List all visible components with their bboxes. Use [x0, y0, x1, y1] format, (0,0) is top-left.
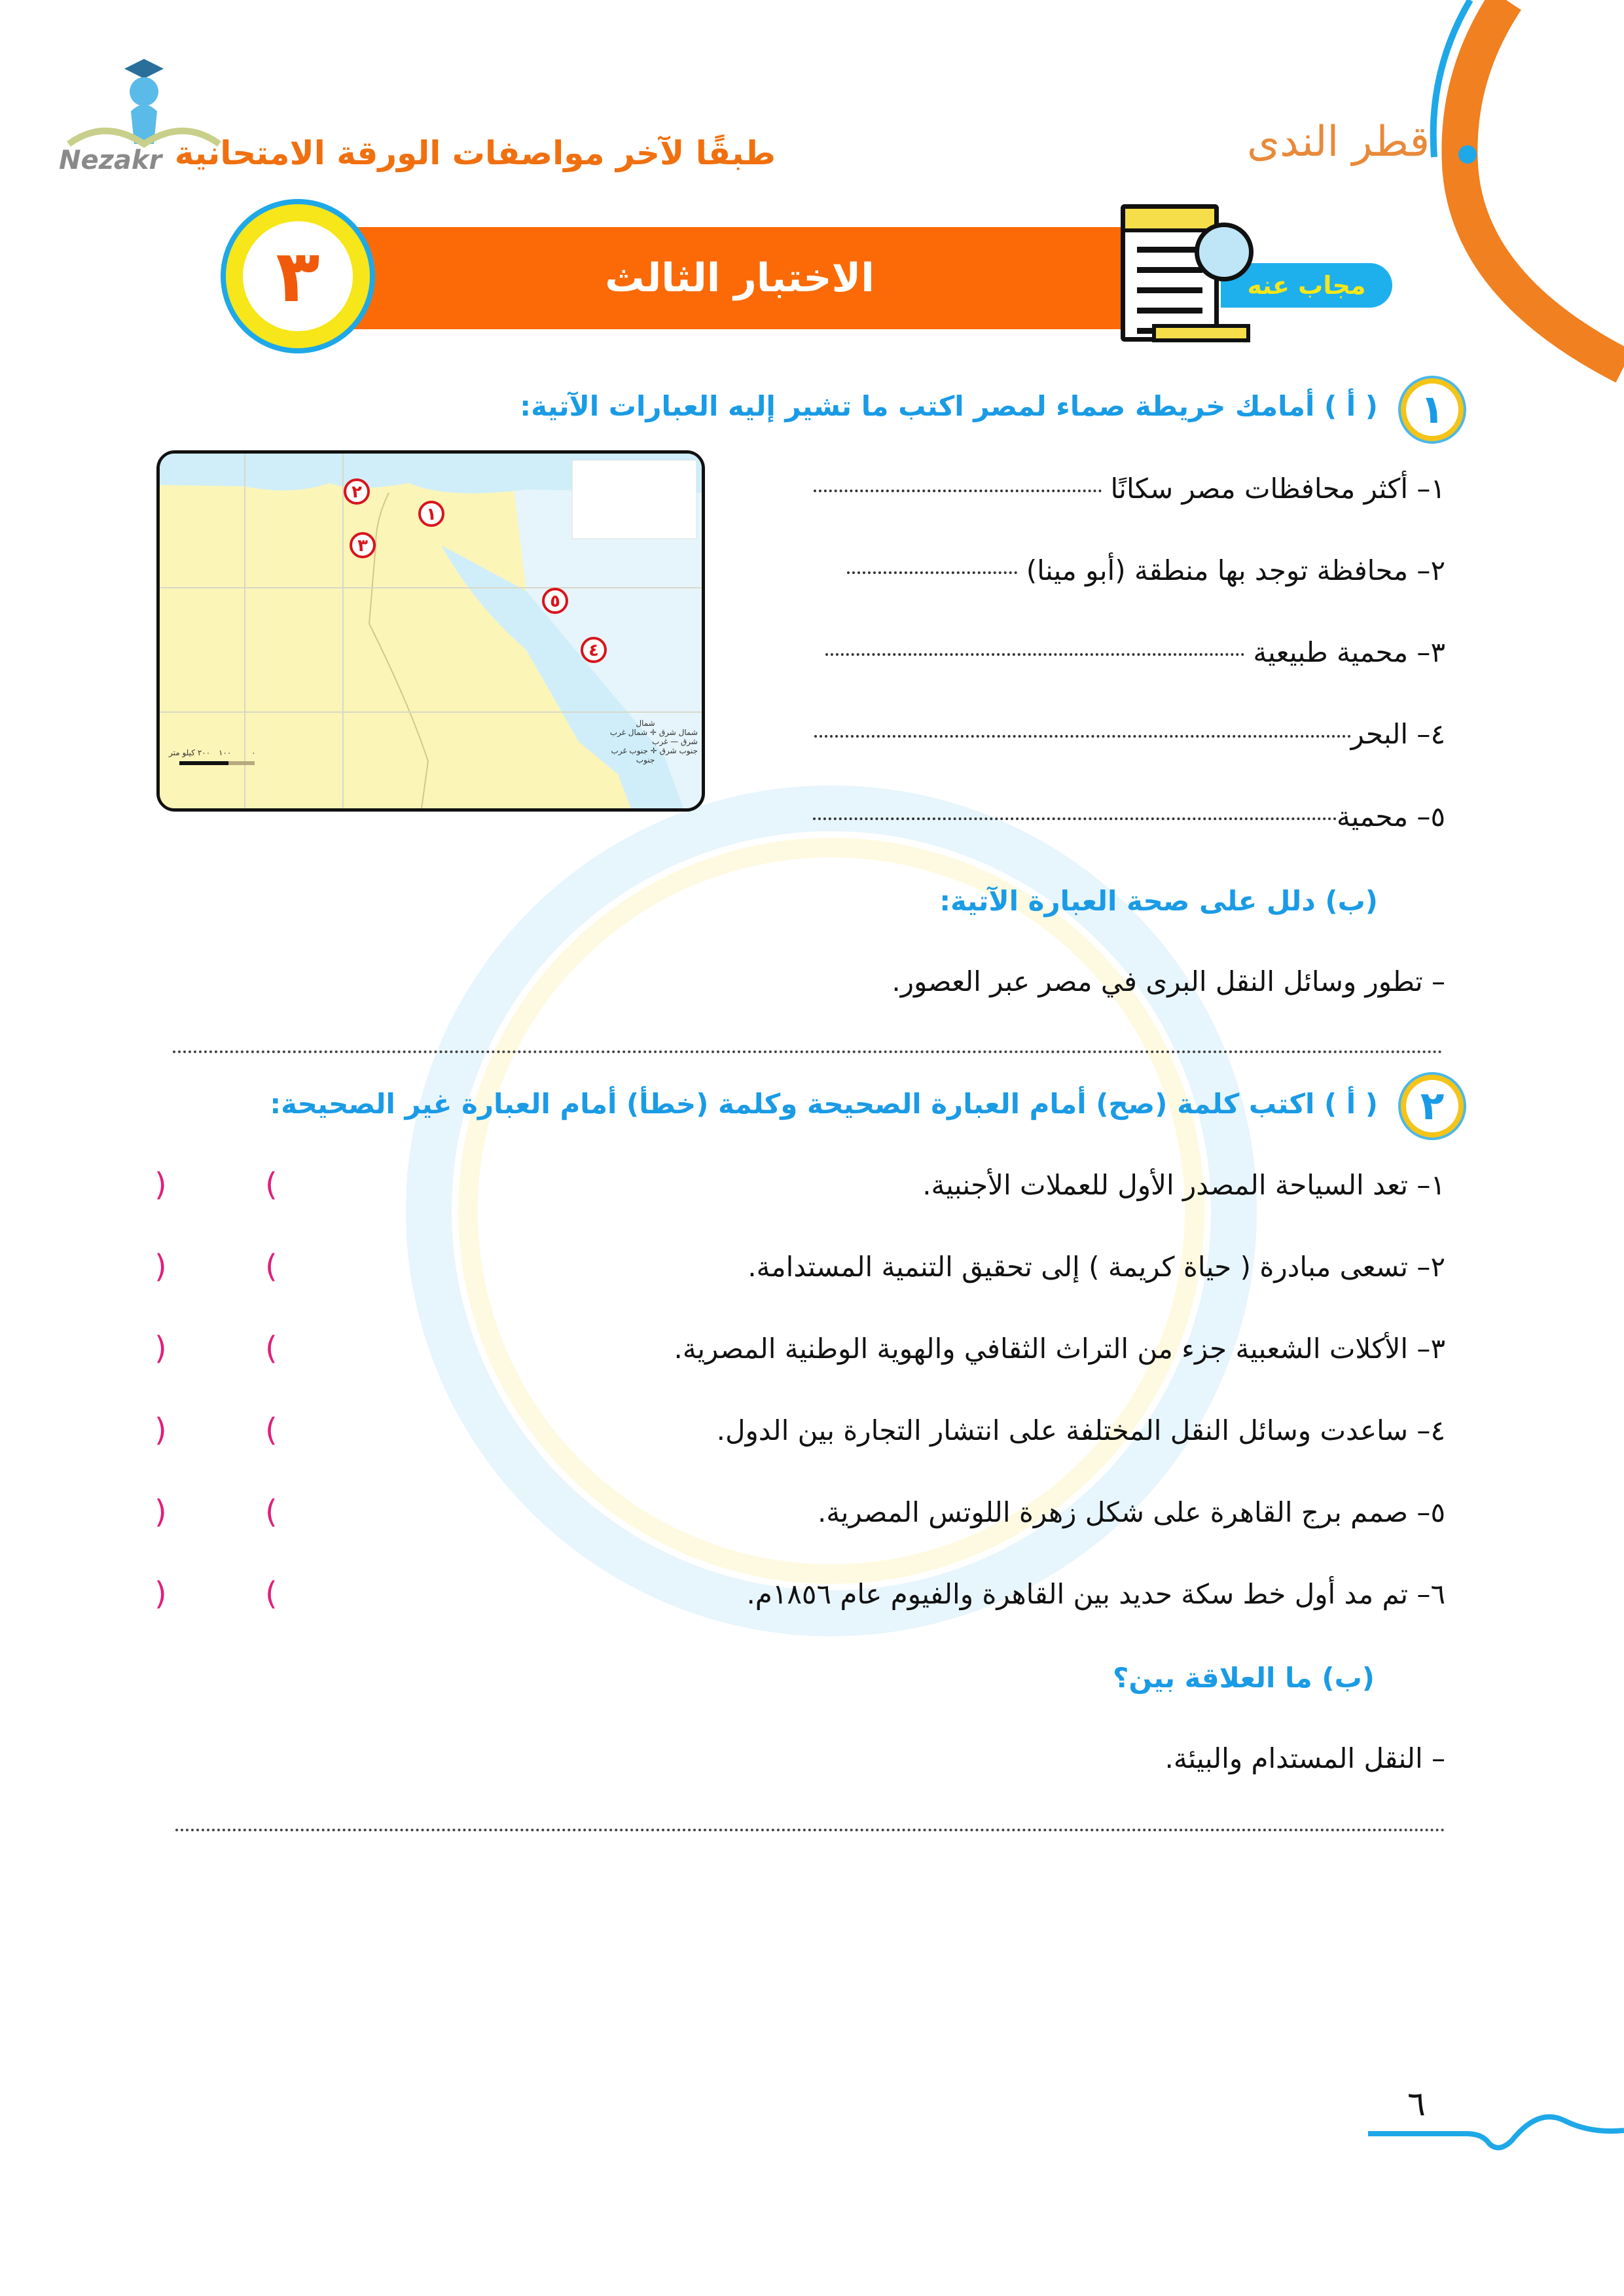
answer-bracket-open[interactable]: ( [265, 1494, 278, 1530]
map-marker-4: ٤ [581, 637, 607, 663]
compass-southwest: جنوب غرب [611, 746, 648, 755]
q1a-item-4: ٤– البحر [727, 718, 1445, 750]
answer-blank[interactable] [825, 653, 1244, 656]
compass-northwest: شمال غرب [609, 728, 648, 737]
compass-west: غرب [652, 737, 668, 746]
exam-title: الاختبار الثالث [605, 255, 875, 301]
compass-north: شمال [636, 719, 655, 728]
egypt-blank-map [156, 450, 705, 812]
question-2b-heading: (ب) ما العلاقة بين؟ [1112, 1662, 1375, 1694]
answer-bracket-open[interactable]: ( [265, 1248, 278, 1285]
wave-decoration [1368, 2094, 1624, 2153]
q1a-item-3: ٣– محمية طبيعية [727, 636, 1445, 668]
question-2a-heading: ( أ ) اكتب كلمة (صح) أمام العبارة الصحيحة وكلمة (خطأ) أمام العبارة غير الصحيحة: [270, 1088, 1378, 1120]
answer-bracket-close[interactable]: ) [154, 1248, 167, 1285]
compass-south: جنوب [636, 755, 655, 764]
answer-blank[interactable] [814, 735, 1351, 738]
q2a-item-2: ٢– تسعى مبادرة ( حياة كريمة ) إلى تحقيق التنمية المستدامة. [748, 1251, 1445, 1283]
brand-logo: قطر الندى [1247, 118, 1430, 166]
pencil-icon [1152, 324, 1250, 342]
answer-bracket-close[interactable]: ) [154, 1575, 167, 1612]
answer-bracket-close[interactable]: ) [154, 1330, 167, 1367]
question-1-number: ١ [1401, 378, 1464, 441]
answer-bracket-open[interactable]: ( [265, 1166, 278, 1203]
answer-bracket-close[interactable]: ) [154, 1412, 167, 1448]
map-marker-5: ٥ [542, 588, 568, 614]
q2a-item-4: ٤– ساعدت وسائل النقل المختلفة على انتشار التجارة بين الدول. [716, 1414, 1445, 1446]
answer-line[interactable] [175, 1829, 1445, 1831]
question-2-number: ٢ [1401, 1075, 1464, 1138]
q2a-item-6: ٦– تم مد أول خط سكة حديد بين القاهرة والفيوم عام ١٨٥٦م. [746, 1578, 1445, 1610]
compass-southeast: جنوب شرق [659, 746, 698, 755]
q2a-item-5: ٥– صمم برج القاهرة على شكل زهرة اللوتس المصرية. [817, 1496, 1445, 1528]
map-marker-3: ٣ [350, 532, 376, 558]
answer-line[interactable] [173, 1050, 1443, 1053]
answer-bracket-close[interactable]: ) [154, 1494, 167, 1530]
q1a-item-1: ١– أكثر محافظات مصر سكانًا [727, 473, 1445, 505]
question-2b-statement: – النقل المستدام والبيئة. [1164, 1742, 1445, 1774]
answer-bracket-open[interactable]: ( [265, 1412, 278, 1448]
compass-east: شرق [681, 737, 698, 746]
question-1a-heading: ( أ ) أمامك خريطة صماء لمصر اكتب ما تشير إليه العبارات الآتية: [520, 390, 1378, 422]
q2a-item-1: ١– تعد السياحة المصدر الأول للعملات الأجنبية. [922, 1169, 1445, 1201]
scale-label-200: ٢٠٠ كيلو متر [169, 748, 211, 757]
answer-bracket-open[interactable]: ( [265, 1575, 278, 1612]
decorative-orange-arc [1415, 0, 1624, 393]
question-1b-statement: – تطور وسائل النقل البرى في مصر عبر العصور. [892, 965, 1445, 997]
compass-northeast: شمال شرق [659, 728, 698, 737]
q1a-item-2: ٢– محافظة توجد بها منطقة (أبو مينا) [727, 554, 1445, 586]
answer-blank[interactable] [814, 490, 1102, 492]
answer-bracket-open[interactable]: ( [265, 1330, 278, 1367]
map-marker-2: ٢ [344, 478, 370, 505]
q1a-item-5: ٥– محمية [727, 800, 1445, 833]
answer-blank[interactable] [813, 817, 1337, 820]
exam-number-badge: ٣ [226, 204, 370, 348]
compass-rose: شمال شمال شرق ✛ شمال غرب شرق — غرب جنوب شرق ✛ جنوب غرب جنوب [593, 719, 698, 764]
map-marker-1: ١ [418, 501, 444, 527]
answered-badge: مجاب عنه [1221, 263, 1392, 308]
scale-label-100: ١٠٠ [219, 748, 232, 757]
answer-blank[interactable] [847, 571, 1017, 574]
brand-dot [1458, 145, 1477, 164]
clock-icon [1195, 223, 1254, 281]
answer-bracket-close[interactable]: ) [154, 1166, 167, 1203]
watermark-ring-inner [458, 838, 1204, 1584]
page-number: ٦ [1407, 2085, 1426, 2124]
nezakr-watermark-text: Nezakr [59, 145, 162, 175]
q2a-item-3: ٣– الأكلات الشعبية جزء من التراث الثقافي والهوية الوطنية المصرية. [674, 1333, 1445, 1365]
header-subtitle: طبقًا لآخر مواصفات الورقة الامتحانية [174, 134, 776, 172]
question-1b-heading: (ب) دلل على صحة العبارة الآتية: [939, 885, 1378, 917]
scale-label-0: ٠ [251, 748, 256, 757]
